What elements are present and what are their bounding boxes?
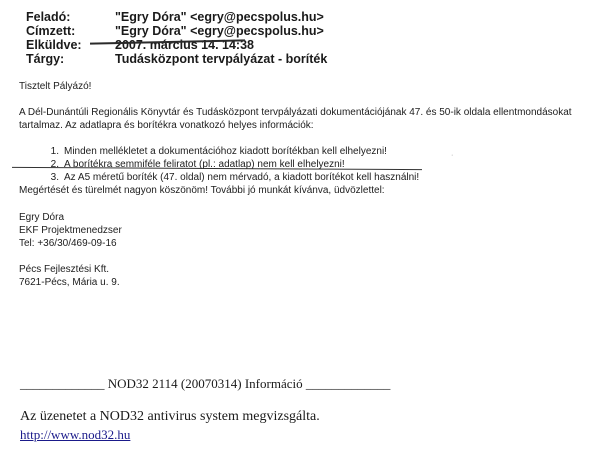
antivirus-info-line: _____________ NOD32 2114 (20070314) Információ _____________ — [20, 376, 391, 391]
header-subject-row — [26, 52, 586, 66]
header-from-row — [26, 10, 586, 24]
list-item-number: 2. — [50, 159, 59, 170]
antivirus-link[interactable]: http://www.nod32.hu — [20, 427, 131, 442]
list-item — [35, 171, 604, 184]
signature-name: Egry Dóra — [19, 212, 65, 223]
list-item-text: A borítékra semmiféle feliratot (pl.: adatlap) nem kell elhelyezni! — [64, 159, 345, 170]
signature-phone: Tel: +36/30/469-09-16 — [19, 238, 117, 249]
subject-label: Tárgy: — [26, 52, 65, 66]
greeting: Tisztelt Pályázó! — [19, 81, 92, 92]
organization-name: Pécs Fejlesztési Kft. — [19, 264, 110, 275]
list-item-number: 1. — [50, 146, 59, 157]
subject-value: Tudásközpont tervpályázat - boríték — [115, 52, 328, 66]
signature-block — [19, 211, 604, 250]
list-item — [35, 145, 604, 158]
info-list — [19, 145, 604, 184]
email-body — [19, 80, 604, 289]
signature-role: EKF Projektmenedzser — [19, 225, 122, 236]
intro-line-2: tartalmaz. Az adatlapra és borítékra vonatkozó helyes információk: — [19, 120, 314, 131]
antivirus-message: Az üzenetet a NOD32 antivirus system megvizsgálta. — [20, 409, 320, 424]
list-item-number: 3. — [50, 172, 59, 183]
intro-line-1: A Dél-Dunántúli Regionális Könyvtár és Tudásközpont tervpályázati dokumentációjának 47. és 50-ik oldala ellentmondásokat — [19, 107, 572, 118]
header-sent-row — [26, 38, 586, 52]
to-label: Címzett: — [26, 24, 76, 38]
email-header — [26, 10, 586, 66]
list-item-text: Minden mellékletet a dokumentációhoz kiadott borítékban kell elhelyezni! — [64, 146, 387, 157]
thanks-line: Megértését és türelmét nagyon köszönöm! További jó munkát kívánva, üdvözlettel: — [19, 185, 385, 196]
sent-label: Elküldve: — [26, 38, 82, 52]
from-label: Feladó: — [26, 10, 71, 24]
sent-value: 2007. március 14. 14:38 — [115, 38, 254, 52]
to-value: "Egry Dóra" <egry@pecspolus.hu> — [115, 24, 324, 38]
header-to-row — [26, 24, 586, 38]
from-value: "Egry Dóra" <egry@pecspolus.hu> — [115, 10, 324, 24]
intro-paragraph — [19, 106, 604, 132]
organization-address: 7621-Pécs, Mária u. 9. — [19, 277, 120, 288]
list-item-text: Az A5 méretű boríték (47. oldal) nem mérvadó, a kiadott borítékot kell használni! — [64, 172, 420, 183]
scan-speck: · — [451, 152, 454, 159]
organization-block — [19, 263, 604, 289]
